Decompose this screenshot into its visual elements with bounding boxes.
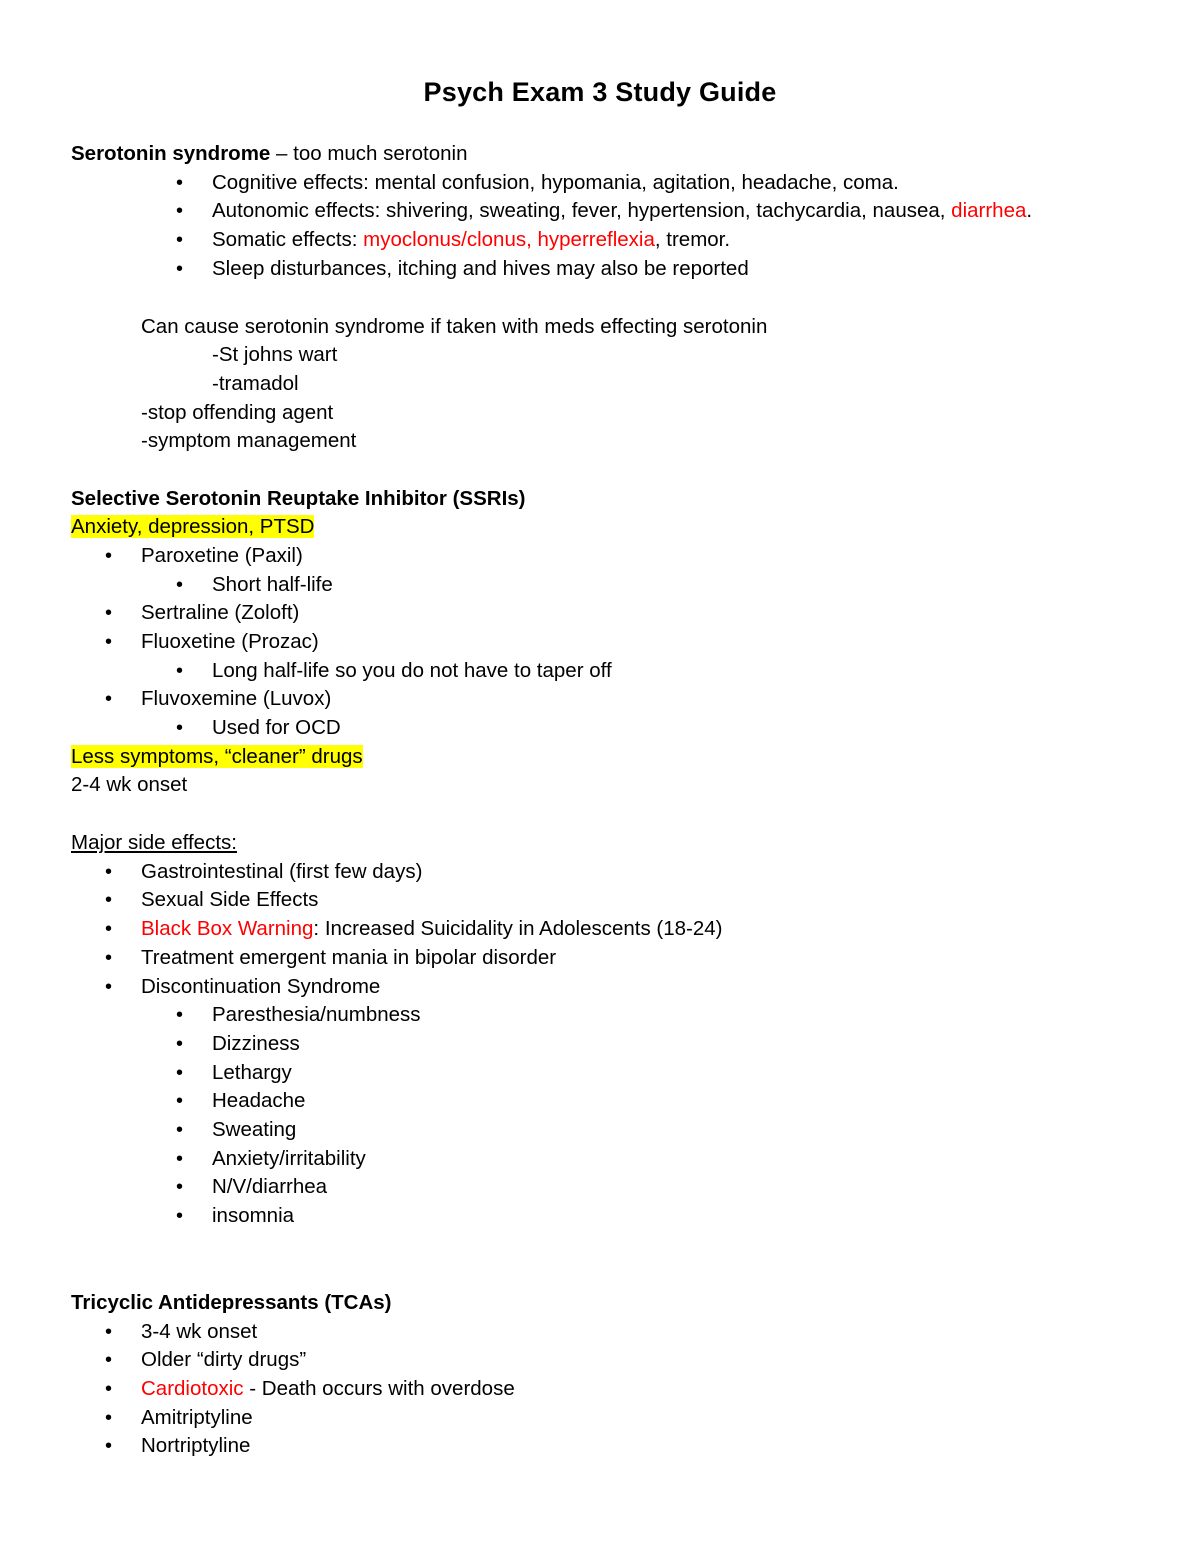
bullet-icon: • bbox=[105, 918, 113, 940]
bullet-icon: • bbox=[176, 574, 184, 596]
bullet-icon: • bbox=[105, 1378, 113, 1400]
list-item-fluoxetine-note: Long half-life so you do not have to taper off bbox=[212, 659, 612, 682]
autonomic-red-text: diarrhea bbox=[951, 199, 1027, 222]
list-item-disc: Headache bbox=[212, 1089, 306, 1112]
bullet-icon: • bbox=[105, 545, 113, 567]
bullet-icon: • bbox=[176, 229, 184, 251]
bullet-icon: • bbox=[176, 1119, 184, 1141]
bullet-icon: • bbox=[176, 1062, 184, 1084]
st-johns-text: -St johns wart bbox=[212, 343, 338, 366]
list-item-cardiotoxic bbox=[141, 1375, 515, 1403]
list-item-dirty-drugs: Older “dirty drugs” bbox=[141, 1348, 307, 1371]
ssri-onset: 2-4 wk onset bbox=[71, 773, 188, 796]
cleaner-line bbox=[71, 743, 363, 771]
ssri-uses-highlight: Anxiety, depression, PTSD bbox=[71, 515, 315, 538]
list-item-cognitive: Cognitive effects: mental confusion, hypomania, agitation, headache, coma. bbox=[212, 171, 899, 194]
bullet-icon: • bbox=[105, 688, 113, 710]
bullet-icon: • bbox=[105, 1435, 113, 1457]
bullet-icon: • bbox=[105, 947, 113, 969]
list-item-sexual: Sexual Side Effects bbox=[141, 888, 319, 911]
list-item-fluvoxemine-note: Used for OCD bbox=[212, 716, 341, 739]
bullet-icon: • bbox=[176, 200, 184, 222]
somatic-post-text: , tremor. bbox=[654, 228, 731, 251]
bullet-icon: • bbox=[105, 602, 113, 624]
serotonin-heading-line bbox=[71, 140, 468, 168]
tca-heading: Tricyclic Antidepressants (TCAs) bbox=[71, 1291, 392, 1314]
side-effects-heading: Major side effects: bbox=[71, 831, 237, 854]
can-cause-text: Can cause serotonin syndrome if taken with meds effecting serotonin bbox=[141, 315, 768, 338]
black-box-rest-text: : Increased Suicidality in Adolescents (18-24) bbox=[313, 917, 723, 940]
tramadol-text: -tramadol bbox=[212, 372, 299, 395]
list-item-nortriptyline: Nortriptyline bbox=[141, 1434, 251, 1457]
cardiotoxic-rest-text: - Death occurs with overdose bbox=[243, 1377, 515, 1400]
list-item-disc: Anxiety/irritability bbox=[212, 1147, 366, 1170]
list-item-paroxetine: Paroxetine (Paxil) bbox=[141, 544, 303, 567]
bullet-icon: • bbox=[176, 1148, 184, 1170]
list-item-somatic bbox=[212, 226, 730, 254]
list-item-mania: Treatment emergent mania in bipolar disorder bbox=[141, 946, 557, 969]
bullet-icon: • bbox=[105, 889, 113, 911]
bullet-icon: • bbox=[105, 1321, 113, 1343]
bullet-icon: • bbox=[176, 1090, 184, 1112]
bullet-icon: • bbox=[176, 1004, 184, 1026]
list-item-black-box bbox=[141, 915, 723, 943]
page-title: Psych Exam 3 Study Guide bbox=[423, 77, 777, 107]
bullet-icon: • bbox=[176, 1176, 184, 1198]
list-item-discontinuation: Discontinuation Syndrome bbox=[141, 975, 381, 998]
autonomic-post-text: . bbox=[1026, 199, 1033, 222]
bullet-icon: • bbox=[176, 717, 184, 739]
bullet-icon: • bbox=[105, 631, 113, 653]
list-item-sleep: Sleep disturbances, itching and hives may also be reported bbox=[212, 257, 749, 280]
bullet-icon: • bbox=[105, 1407, 113, 1429]
bullet-icon: • bbox=[176, 172, 184, 194]
cleaner-highlight: Less symptoms, “cleaner” drugs bbox=[71, 745, 363, 768]
autonomic-text: Autonomic effects: shivering, sweating, fever, hypertension, tachycardia, nausea, bbox=[212, 199, 952, 222]
ssri-uses-line bbox=[71, 513, 314, 541]
bullet-icon: • bbox=[176, 1033, 184, 1055]
list-item-disc: N/V/diarrhea bbox=[212, 1175, 328, 1198]
serotonin-heading-rest: – too much serotonin bbox=[270, 142, 468, 165]
ssri-heading: Selective Serotonin Reuptake Inhibitor (SSRIs) bbox=[71, 487, 526, 510]
bullet-icon: • bbox=[176, 1205, 184, 1227]
list-item-paroxetine-note: Short half-life bbox=[212, 573, 333, 596]
somatic-red-text: myoclonus/clonus, hyperreflexia bbox=[363, 228, 655, 251]
stop-agent-text: -stop offending agent bbox=[141, 401, 334, 424]
black-box-red-text: Black Box Warning bbox=[141, 917, 314, 940]
list-item-disc: Lethargy bbox=[212, 1061, 292, 1084]
list-item-amitriptyline: Amitriptyline bbox=[141, 1406, 253, 1429]
cardiotoxic-red-text: Cardiotoxic bbox=[141, 1377, 244, 1400]
bullet-icon: • bbox=[105, 861, 113, 883]
list-item-tca-onset: 3-4 wk onset bbox=[141, 1320, 258, 1343]
list-item-fluoxetine: Fluoxetine (Prozac) bbox=[141, 630, 319, 653]
list-item-fluvoxemine: Fluvoxemine (Luvox) bbox=[141, 687, 332, 710]
symptom-management-text: -symptom management bbox=[141, 429, 357, 452]
list-item-autonomic bbox=[212, 197, 1032, 225]
bullet-icon: • bbox=[105, 1349, 113, 1371]
bullet-icon: • bbox=[105, 976, 113, 998]
list-item-disc: insomnia bbox=[212, 1204, 295, 1227]
bullet-icon: • bbox=[176, 660, 184, 682]
list-item-disc: Paresthesia/numbness bbox=[212, 1003, 421, 1026]
serotonin-heading: Serotonin syndrome bbox=[71, 142, 271, 165]
list-item-disc: Sweating bbox=[212, 1118, 297, 1141]
bullet-icon: • bbox=[176, 258, 184, 280]
list-item-disc: Dizziness bbox=[212, 1032, 300, 1055]
list-item-gi: Gastrointestinal (first few days) bbox=[141, 860, 423, 883]
somatic-text: Somatic effects: bbox=[212, 228, 364, 251]
list-item-sertraline: Sertraline (Zoloft) bbox=[141, 601, 300, 624]
